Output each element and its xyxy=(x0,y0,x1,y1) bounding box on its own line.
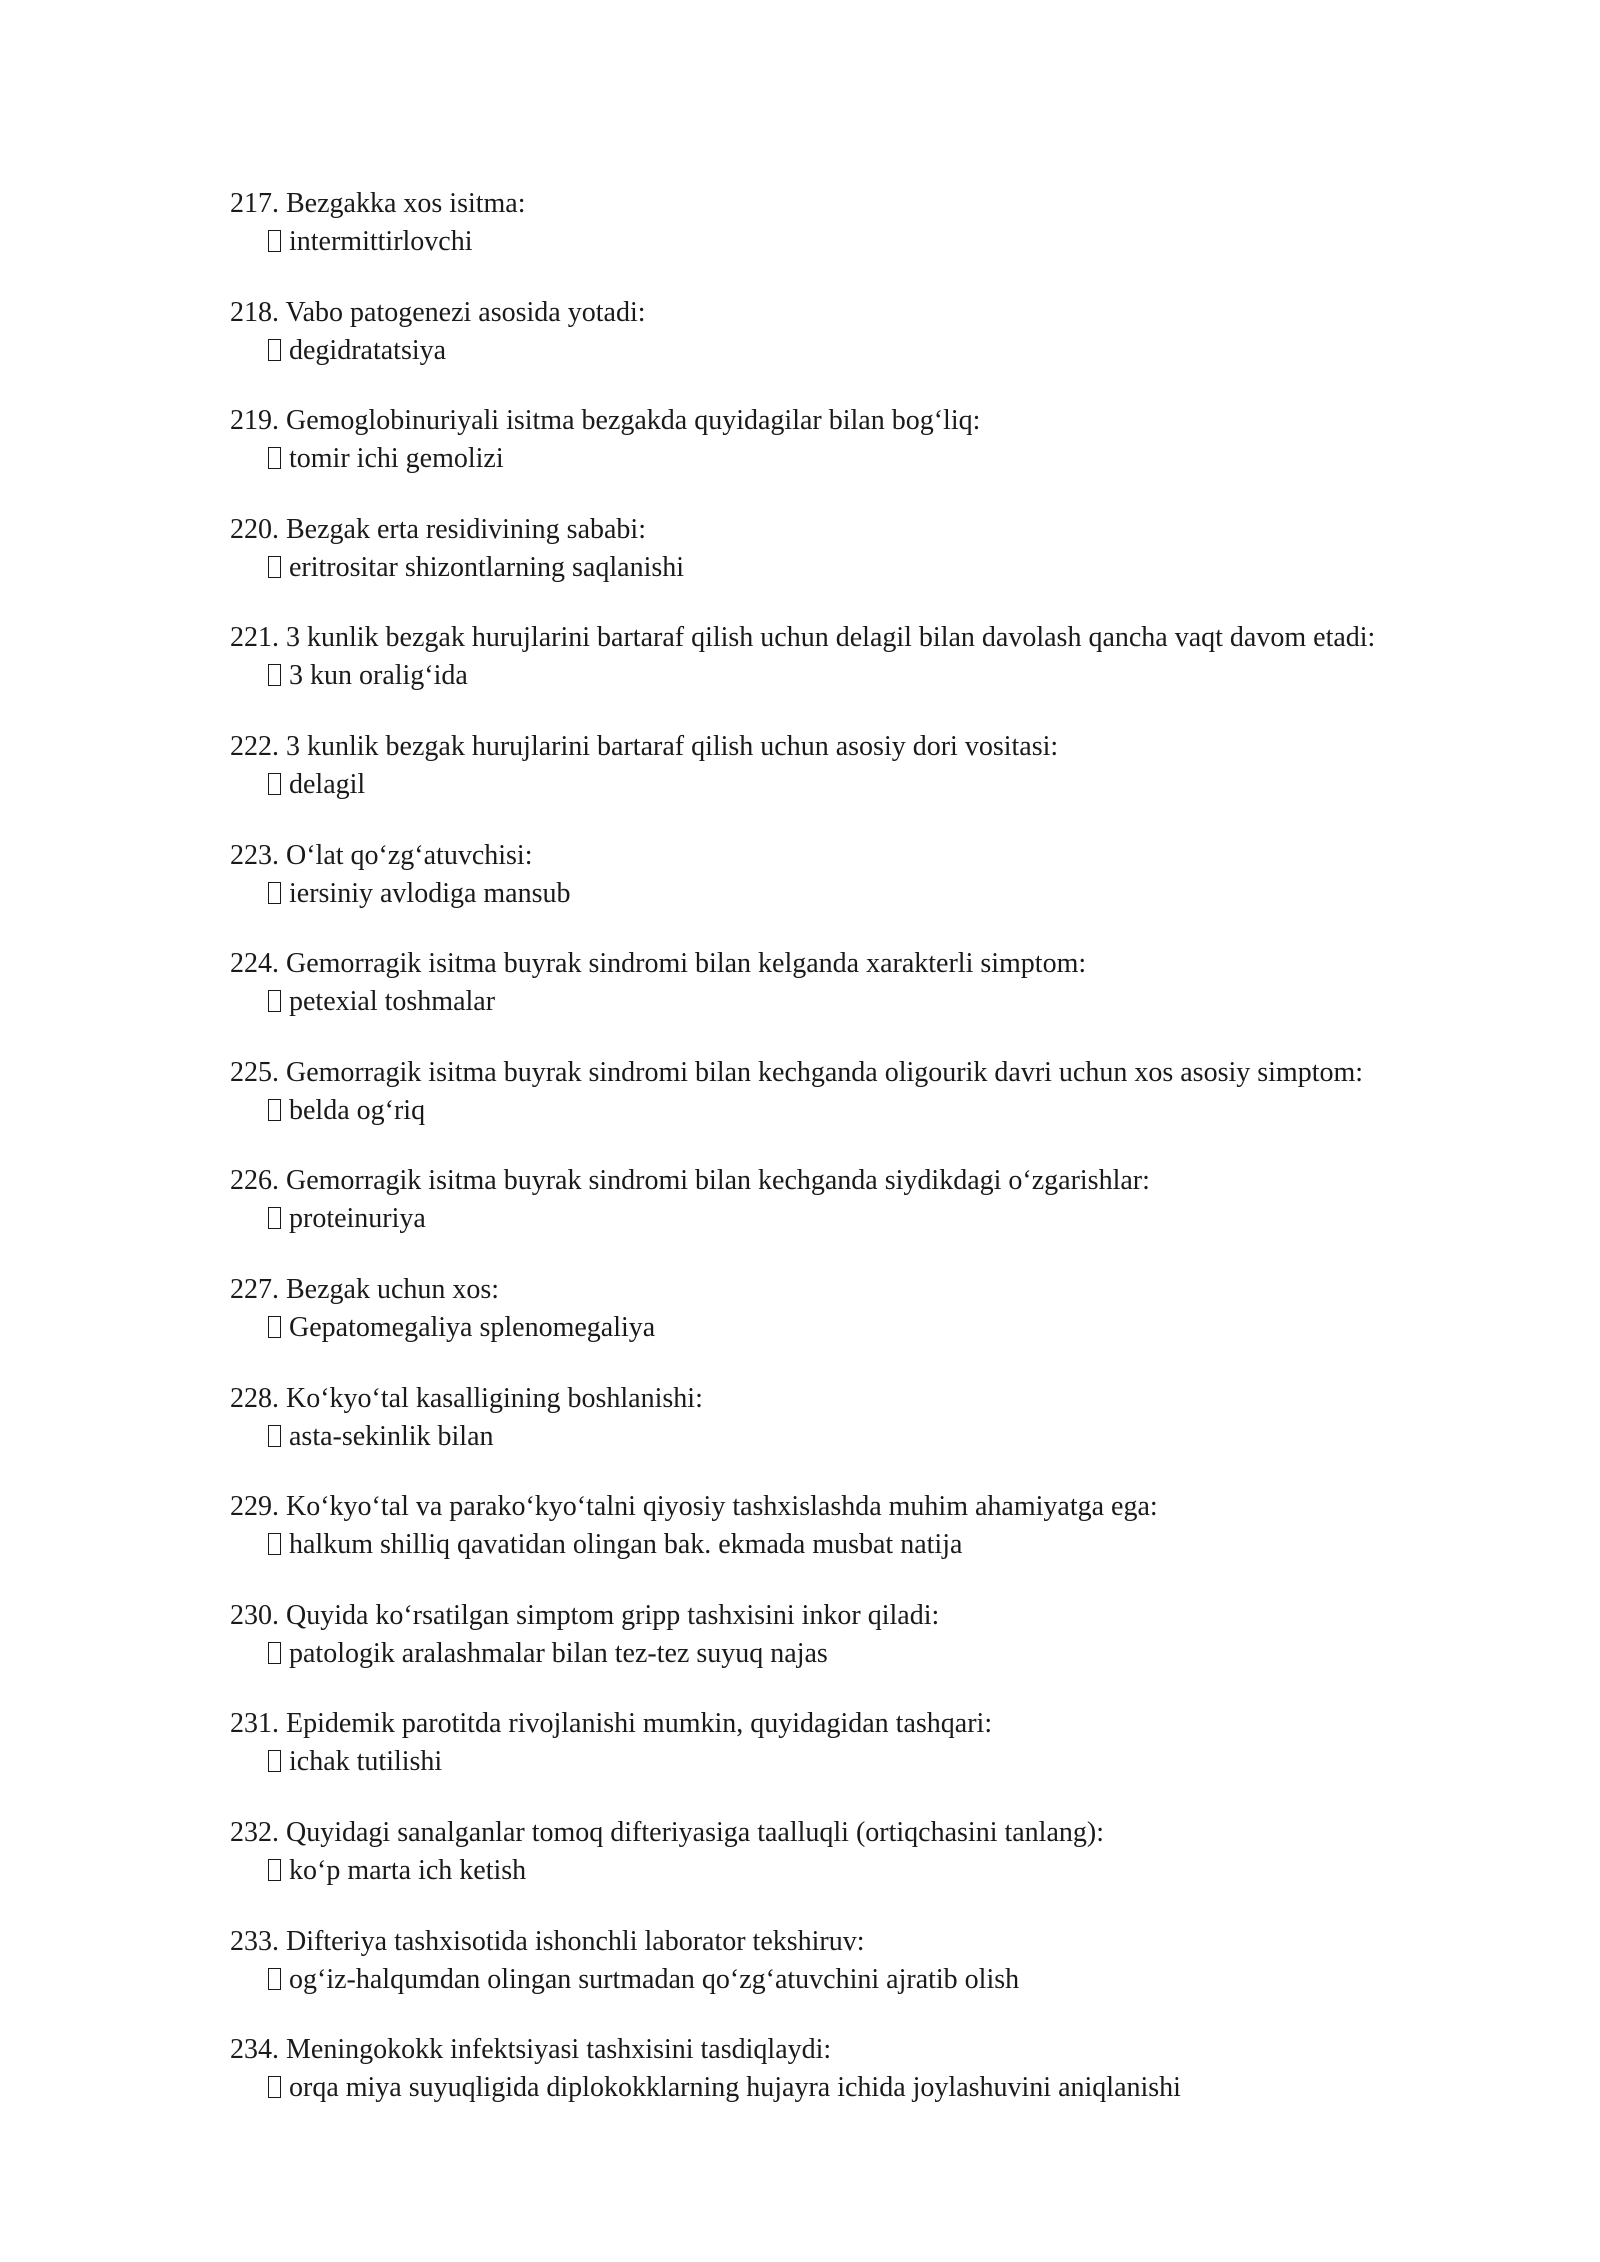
question-item xyxy=(230,837,1530,946)
answer-text: og‘iz-halqumdan olingan surtmadan qo‘zg‘atuvchini ajratib olish xyxy=(289,1963,1020,1995)
question-text: 224. Gemorragik isitma buyrak sindromi bilan kelganda xarakterli simptom: xyxy=(230,948,1087,980)
answer-line xyxy=(230,766,1530,804)
missing-glyph-icon xyxy=(268,882,281,904)
missing-glyph-icon xyxy=(268,664,281,686)
missing-glyph-icon xyxy=(268,773,281,795)
answer-text: Gepatomegaliya splenomegaliya xyxy=(289,1311,656,1343)
question-text: 222. 3 kunlik bezgak hurujlarini bartaraf qilish uchun asosiy dori vositasi: xyxy=(230,730,1059,762)
question-item xyxy=(230,1162,1530,1271)
question-text: 234. Meningokokk infektsiyasi tashxisini tasdiqlaydi: xyxy=(230,2034,832,2066)
answer-text: patologik aralashmalar bilan tez-tez suyuq najas xyxy=(289,1637,828,1669)
question-item xyxy=(230,1054,1530,1163)
answer-text: belda og‘riq xyxy=(289,1094,426,1126)
missing-glyph-icon xyxy=(268,339,281,361)
answer-text: petexial toshmalar xyxy=(289,986,496,1018)
missing-glyph-icon xyxy=(268,2076,281,2098)
missing-glyph-icon xyxy=(268,1968,281,1990)
answer-text: intermittirlovchi xyxy=(289,226,473,257)
question-text: 227. Bezgak uchun xos: xyxy=(230,1273,500,1305)
answer-line xyxy=(230,983,1530,1021)
question-item xyxy=(230,945,1530,1054)
question-text: 225. Gemorragik isitma buyrak sindromi bilan kechganda oligourik davri uchun xos asosiy simptom: xyxy=(230,1056,1364,1088)
answer-line xyxy=(230,1852,1530,1890)
answer-text: proteinuriya xyxy=(289,1203,426,1235)
answer-line xyxy=(230,1092,1530,1130)
question-text: 230. Quyida ko‘rsatilgan simptom gripp tashxisini inkor qiladi: xyxy=(230,1599,940,1631)
question-text: 231. Epidemik parotitda rivojlanishi mumkin, quyidagidan tashqari: xyxy=(230,1708,993,1740)
answer-line xyxy=(230,1635,1530,1673)
question-text: 218. Vabo patogenezi asosida yotadi: xyxy=(230,296,646,328)
question-item xyxy=(230,1380,1530,1489)
question-text: 232. Quyidagi sanalganlar tomoq difteriyasiga taalluqli (ortiqchasini tanlang): xyxy=(230,1816,1104,1848)
answer-text: degidratatsiya xyxy=(289,334,447,366)
question-item xyxy=(230,1923,1530,2032)
answer-text: tomir ichi gemolizi xyxy=(289,443,504,475)
answer-line xyxy=(230,657,1530,695)
question-item xyxy=(230,511,1530,620)
question-item xyxy=(230,1271,1530,1380)
question-item xyxy=(230,728,1530,837)
answer-line xyxy=(230,223,1530,261)
answer-text: delagil xyxy=(289,768,366,800)
missing-glyph-icon xyxy=(268,1099,281,1121)
question-text: 233. Difteriya tashxisotida ishonchli laborator tekshiruv: xyxy=(230,1925,865,1957)
missing-glyph-icon xyxy=(268,556,281,578)
missing-glyph-icon xyxy=(268,1750,281,1772)
question-item xyxy=(230,294,1530,403)
document-page xyxy=(230,185,1530,2140)
question-item xyxy=(230,402,1530,511)
question-text: 229. Ko‘kyo‘tal va parako‘kyo‘talni qiyosiy tashxislashda muhim ahamiyatga ega: xyxy=(230,1491,1158,1523)
answer-line xyxy=(230,440,1530,478)
question-item xyxy=(230,1488,1530,1597)
answer-text: orqa miya suyuqligida diplokokklarning hujayra ichida joylashuvini aniqlanishi xyxy=(289,2072,1181,2104)
question-item xyxy=(230,619,1530,728)
missing-glyph-icon xyxy=(268,990,281,1012)
answer-line xyxy=(230,1526,1530,1564)
missing-glyph-icon xyxy=(268,1859,281,1881)
answer-text: ichak tutilishi xyxy=(289,1746,443,1778)
question-text: 220. Bezgak erta residivining sababi: xyxy=(230,513,646,545)
question-item xyxy=(230,1597,1530,1706)
missing-glyph-icon xyxy=(268,1316,281,1338)
missing-glyph-icon xyxy=(268,1533,281,1555)
answer-line xyxy=(230,1961,1530,1999)
missing-glyph-icon xyxy=(268,1425,281,1447)
question-item xyxy=(230,185,1530,294)
missing-glyph-icon xyxy=(268,1642,281,1664)
question-text: 217. Bezgakka xos isitma: xyxy=(230,188,526,219)
missing-glyph-icon xyxy=(268,447,281,469)
answer-text: ko‘p marta ich ketish xyxy=(289,1854,527,1886)
question-item xyxy=(230,2031,1530,2140)
answer-text: iersiniy avlodiga mansub xyxy=(289,877,571,909)
question-text: 223. O‘lat qo‘zg‘atuvchisi: xyxy=(230,839,533,871)
answer-line xyxy=(230,1200,1530,1238)
answer-line xyxy=(230,2069,1530,2107)
answer-text: halkum shilliq qavatidan olingan bak. ekmada musbat natija xyxy=(289,1529,963,1561)
answer-text: asta-sekinlik bilan xyxy=(289,1420,494,1452)
answer-line xyxy=(230,332,1530,370)
answer-line xyxy=(230,1743,1530,1781)
answer-line xyxy=(230,875,1530,913)
answer-line xyxy=(230,549,1530,587)
answer-line xyxy=(230,1418,1530,1456)
question-text: 226. Gemorragik isitma buyrak sindromi bilan kechganda siydikdagi o‘zgarishlar: xyxy=(230,1165,1150,1197)
answer-text: eritrositar shizontlarning saqlanishi xyxy=(289,551,685,583)
missing-glyph-icon xyxy=(268,1207,281,1229)
answer-line xyxy=(230,1309,1530,1347)
question-item xyxy=(230,1705,1530,1814)
question-item xyxy=(230,1814,1530,1923)
answer-text: 3 kun oralig‘ida xyxy=(289,660,468,692)
question-text: 219. Gemoglobinuriyali isitma bezgakda quyidagilar bilan bog‘liq: xyxy=(230,405,981,437)
question-text: 221. 3 kunlik bezgak hurujlarini bartaraf qilish uchun delagil bilan davolash qancha vaqt davom etadi: xyxy=(230,622,1376,654)
missing-glyph-icon xyxy=(268,230,281,252)
question-text: 228. Ko‘kyo‘tal kasalligining boshlanishi: xyxy=(230,1382,703,1414)
